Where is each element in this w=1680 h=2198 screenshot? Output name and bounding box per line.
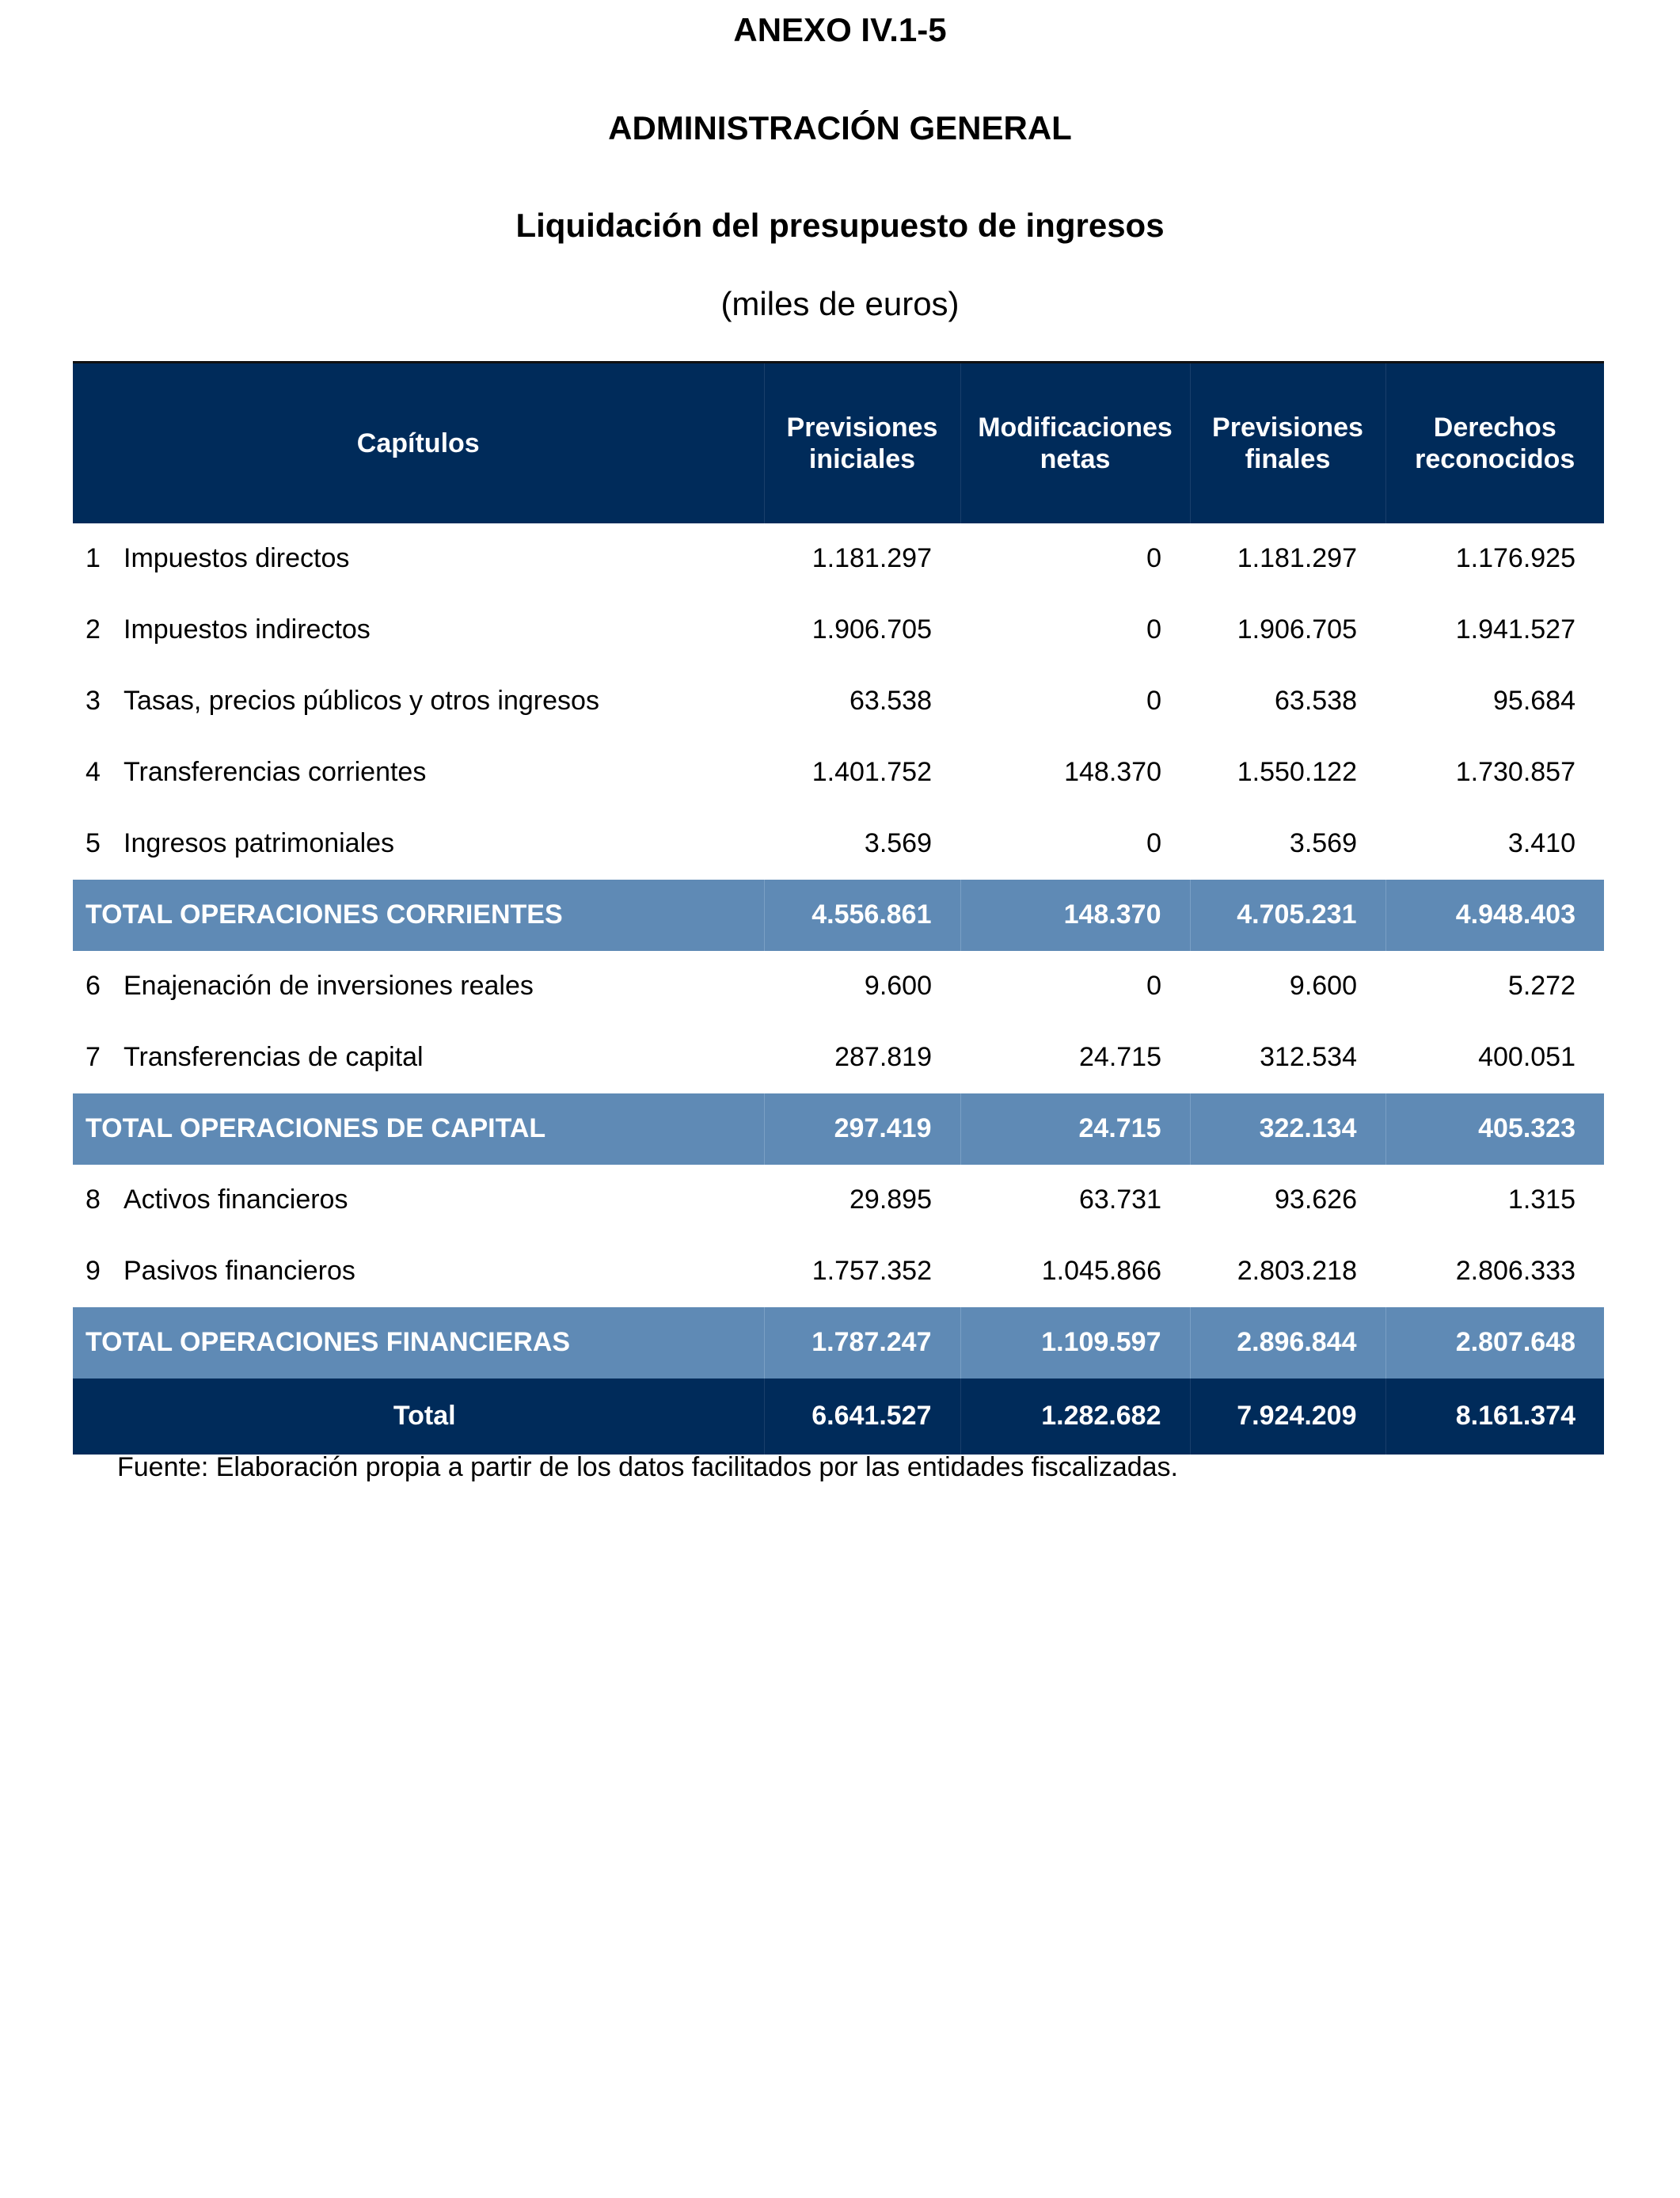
value-cell: 9.600: [1289, 971, 1357, 1001]
value-cell: 6.641.527: [764, 1379, 960, 1455]
value-cell: 93.626: [1275, 1185, 1357, 1215]
entity-title: ADMINISTRACIÓN GENERAL: [608, 109, 1072, 146]
value-cell: 0: [1146, 614, 1161, 645]
row-label-cell: [73, 1307, 764, 1379]
header-previsiones-finales: Previsiones finales: [1190, 363, 1385, 523]
chapter-number: 4: [86, 757, 101, 787]
source-footnote: Fuente: Elaboración propia a partir de los datos facilitados por las entidades fiscalizadas.: [117, 1452, 1178, 1482]
chapter-label: Total: [393, 1401, 456, 1431]
chapter-label: Ingresos patrimoniales: [124, 828, 395, 858]
table-row: [73, 808, 1604, 880]
value-cell: 2.896.844: [1190, 1307, 1385, 1379]
chapter-label: Impuestos directos: [124, 543, 350, 573]
row-label-cell: [73, 523, 764, 595]
chapter-label: Tasas, precios públicos y otros ingresos: [124, 686, 599, 716]
row-label-cell: [73, 1093, 764, 1165]
header-modificaciones-netas: Modificaciones netas: [960, 363, 1190, 523]
table-header: [73, 363, 1604, 523]
row-label-cell: [73, 666, 764, 737]
value-cell: 0: [1146, 971, 1161, 1001]
value-cell: 29.895: [850, 1185, 932, 1215]
value-cell: 1.906.705: [1237, 614, 1357, 645]
row-label-cell: [73, 1236, 764, 1307]
value-cell: 9.600: [864, 971, 932, 1001]
value-cell: 148.370: [960, 880, 1190, 951]
value-cell: 1.176.925: [1455, 543, 1575, 573]
chapter-label: Pasivos financieros: [124, 1256, 355, 1286]
chapter-label: Transferencias corrientes: [124, 757, 427, 787]
value-cell: 4.705.231: [1190, 880, 1385, 951]
table-row: [73, 1236, 1604, 1307]
value-cell: 63.538: [1275, 686, 1357, 716]
subject-title: Liquidación del presupuesto de ingresos: [515, 207, 1165, 244]
chapter-number: 3: [86, 686, 101, 716]
value-cell: 0: [1146, 686, 1161, 716]
value-cell: 1.181.297: [811, 543, 932, 573]
value-cell: 63.538: [850, 686, 932, 716]
value-cell: 1.941.527: [1455, 614, 1575, 645]
value-cell: 1.181.297: [1237, 543, 1357, 573]
value-cell: 2.807.648: [1385, 1307, 1604, 1379]
budget-table: [73, 361, 1604, 1455]
value-cell: 148.370: [1064, 757, 1161, 787]
header-derechos-reconocidos: Derechos reconocidos: [1385, 363, 1604, 523]
value-cell: 1.282.682: [960, 1379, 1190, 1455]
value-cell: 400.051: [1478, 1042, 1575, 1072]
row-label-cell: [73, 1022, 764, 1093]
value-cell: 95.684: [1493, 686, 1575, 716]
chapter-number: 1: [86, 543, 101, 573]
header-capitulos: Capítulos: [73, 363, 764, 523]
value-cell: 3.410: [1507, 828, 1575, 858]
value-cell: 0: [1146, 543, 1161, 573]
units-label: (miles de euros): [720, 285, 960, 322]
row-label-cell: [73, 1165, 764, 1236]
value-cell: 1.109.597: [960, 1307, 1190, 1379]
value-cell: 2.806.333: [1455, 1256, 1575, 1286]
chapter-label: TOTAL OPERACIONES FINANCIERAS: [86, 1327, 571, 1357]
row-label-cell: [73, 951, 764, 1022]
subtotal-row: [73, 880, 1604, 951]
value-cell: 1.550.122: [1237, 757, 1357, 787]
value-cell: 312.534: [1260, 1042, 1357, 1072]
value-cell: 1.787.247: [764, 1307, 960, 1379]
chapter-number: 6: [86, 971, 101, 1001]
chapter-number: 8: [86, 1185, 101, 1215]
chapter-number: 2: [86, 614, 101, 645]
row-label-cell: [73, 595, 764, 666]
table-row: [73, 951, 1604, 1022]
value-cell: 1.730.857: [1455, 757, 1575, 787]
value-cell: 8.161.374: [1385, 1379, 1604, 1455]
value-cell: 4.556.861: [764, 880, 960, 951]
subtotal-row: [73, 1307, 1604, 1379]
value-cell: 3.569: [864, 828, 932, 858]
value-cell: 5.272: [1507, 971, 1575, 1001]
value-cell: 1.315: [1507, 1185, 1575, 1215]
value-cell: 24.715: [960, 1093, 1190, 1165]
table-row: [73, 523, 1604, 595]
table-row: [73, 1165, 1604, 1236]
table-row: [73, 595, 1604, 666]
value-cell: 63.731: [1079, 1185, 1161, 1215]
total-row: [73, 1379, 1604, 1455]
subtotal-row: [73, 1093, 1604, 1165]
value-cell: 1.906.705: [811, 614, 932, 645]
row-label-cell: [73, 1379, 764, 1455]
chapter-label: Impuestos indirectos: [124, 614, 371, 645]
value-cell: 287.819: [834, 1042, 932, 1072]
table-row: [73, 737, 1604, 808]
value-cell: 7.924.209: [1190, 1379, 1385, 1455]
value-cell: 297.419: [764, 1093, 960, 1165]
header-previsiones-iniciales: Previsiones iniciales: [764, 363, 960, 523]
value-cell: 3.569: [1289, 828, 1357, 858]
row-label-cell: [73, 808, 764, 880]
chapter-label: Transferencias de capital: [124, 1042, 424, 1072]
chapter-label: Enajenación de inversiones reales: [124, 971, 534, 1001]
value-cell: 1.401.752: [811, 757, 932, 787]
value-cell: 4.948.403: [1385, 880, 1604, 951]
annex-title: ANEXO IV.1-5: [733, 11, 947, 48]
row-label-cell: [73, 880, 764, 951]
table-row: [73, 1022, 1604, 1093]
chapter-number: 5: [86, 828, 101, 858]
value-cell: 0: [1146, 828, 1161, 858]
table-row: [73, 666, 1604, 737]
chapter-label: Activos financieros: [124, 1185, 348, 1215]
value-cell: 1.045.866: [1041, 1256, 1161, 1286]
chapter-label: TOTAL OPERACIONES DE CAPITAL: [86, 1113, 546, 1143]
value-cell: 322.134: [1190, 1093, 1385, 1165]
chapter-number: 7: [86, 1042, 101, 1072]
value-cell: 405.323: [1385, 1093, 1604, 1165]
value-cell: 1.757.352: [811, 1256, 932, 1286]
row-label-cell: [73, 737, 764, 808]
chapter-number: 9: [86, 1256, 101, 1286]
value-cell: 2.803.218: [1237, 1256, 1357, 1286]
chapter-label: TOTAL OPERACIONES CORRIENTES: [86, 899, 563, 930]
value-cell: 24.715: [1079, 1042, 1161, 1072]
